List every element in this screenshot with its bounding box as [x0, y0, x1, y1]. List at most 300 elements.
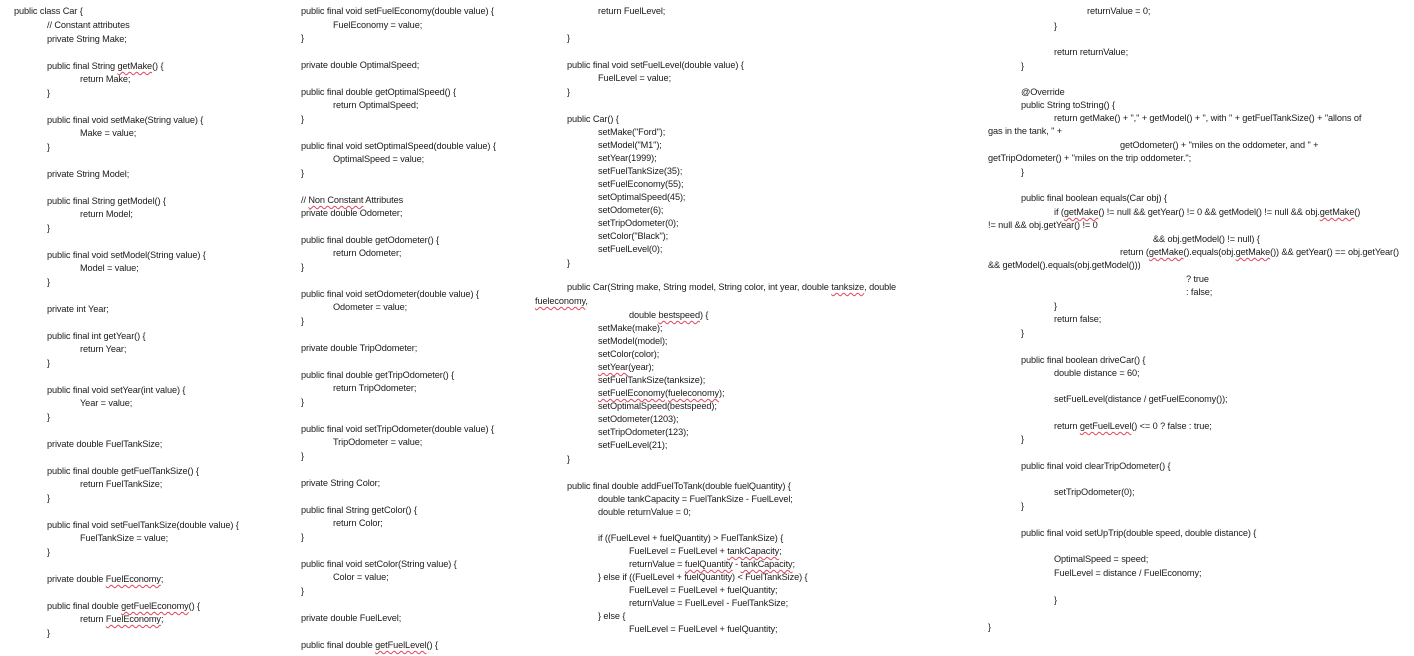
- code-text: return Color;: [333, 518, 383, 528]
- code-line: [301, 316, 304, 327]
- code-text: double returnValue = 0;: [598, 507, 691, 517]
- code-text: public final void setModel(String value) {: [47, 250, 206, 260]
- code-line: [301, 114, 304, 125]
- code-line: [567, 454, 570, 465]
- code-line: [629, 598, 788, 609]
- code-line: [333, 383, 416, 394]
- code-line: [598, 401, 717, 412]
- code-line: [301, 33, 304, 44]
- code-line: [1054, 394, 1228, 405]
- code-line: [1021, 87, 1065, 98]
- code-line: [598, 375, 705, 386]
- code-text: }: [301, 586, 304, 596]
- code-text: setMake(make);: [598, 323, 663, 333]
- code-line: [598, 127, 665, 138]
- spellcheck-flagged-token: FuelEconomy: [105, 574, 161, 584]
- code-text: // Constant attributes: [47, 20, 130, 30]
- spellcheck-flagged-token: fuelQuantity: [684, 559, 733, 569]
- code-line: [1054, 421, 1212, 432]
- code-line: [47, 61, 163, 72]
- code-line: [80, 128, 136, 139]
- code-line: [598, 349, 659, 360]
- code-text: public Car() {: [567, 114, 619, 124]
- code-text: ,: [585, 296, 588, 306]
- spellcheck-flagged-token: getFuelEconomy: [121, 601, 189, 611]
- code-line: [567, 258, 570, 269]
- code-text: }: [567, 454, 570, 464]
- code-text: Odometer = value;: [333, 302, 408, 312]
- code-line: [301, 195, 403, 206]
- code-text: setFuelTankSize(35);: [598, 166, 683, 176]
- code-text: return TripOdometer;: [333, 383, 417, 393]
- code-text: public final void setMake(String value) {: [47, 115, 204, 125]
- code-line: [598, 572, 808, 583]
- code-text: FuelLevel = FuelLevel + fuelQuantity;: [629, 624, 778, 634]
- code-line: [598, 507, 691, 518]
- code-line: [1021, 461, 1170, 472]
- code-line: [301, 640, 438, 651]
- code-text: return getMake() + "," + getModel() + ", with " + getFuelTankSize() + "allons of: [1054, 113, 1362, 123]
- code-line: [598, 611, 625, 622]
- code-text: public final double addFuelToTank(double fuelQuantity) {: [567, 481, 791, 491]
- spellcheck-flagged-token: getMake: [1319, 207, 1355, 217]
- code-text: }: [1021, 501, 1024, 511]
- code-text: private String Color;: [301, 478, 381, 488]
- code-line: [301, 60, 419, 71]
- code-line: [333, 437, 422, 448]
- code-line: [301, 289, 479, 300]
- code-line: [47, 331, 146, 342]
- spellcheck-flagged-token: tankCapacity: [727, 546, 780, 556]
- spellcheck-flagged-token: fueleconomy: [668, 388, 719, 398]
- code-text: FuelLevel = FuelLevel +: [629, 546, 728, 556]
- code-text: }: [301, 316, 304, 326]
- code-text: public final void setOptimalSpeed(double value) {: [301, 141, 496, 151]
- code-text: double: [629, 310, 659, 320]
- code-line: [14, 6, 83, 17]
- code-line: [1021, 193, 1167, 204]
- code-text: () {: [152, 61, 164, 71]
- code-text: setTripOdometer(123);: [598, 427, 689, 437]
- code-text: public final void setFuelLevel(double value) {: [567, 60, 744, 70]
- code-text: () <= 0 ? false : true;: [1131, 421, 1212, 431]
- code-text: return (: [1120, 247, 1149, 257]
- code-line: [1054, 207, 1360, 218]
- code-text: private int Year;: [47, 304, 109, 314]
- code-text: != null && obj.getYear() != 0: [988, 220, 1098, 230]
- code-line: [598, 388, 724, 399]
- code-line: [333, 302, 407, 313]
- code-line: [598, 362, 654, 373]
- code-text: return returnValue;: [1054, 47, 1129, 57]
- code-text: ().equals(obj.: [1183, 247, 1236, 257]
- code-text: double tankCapacity = FuelTankSize - FuelLevel;: [598, 494, 793, 504]
- code-line: [47, 34, 127, 45]
- code-line: [80, 398, 132, 409]
- code-line: [80, 74, 130, 85]
- code-text: public final int getYear() {: [47, 331, 146, 341]
- code-text: public final String getModel() {: [47, 196, 166, 206]
- code-line: [301, 478, 380, 489]
- code-line: [333, 248, 401, 259]
- code-text: }: [567, 87, 570, 97]
- code-line: [47, 493, 50, 504]
- code-line: [1021, 434, 1024, 445]
- code-text: setColor(color);: [598, 349, 660, 359]
- spellcheck-flagged-token: FuelEconomy: [105, 614, 161, 624]
- code-line: [47, 601, 200, 612]
- code-line: [598, 440, 667, 451]
- code-text: }: [301, 33, 304, 43]
- code-line: [598, 218, 678, 229]
- code-line: [333, 100, 418, 111]
- code-line: [47, 196, 166, 207]
- code-text: public final double: [47, 601, 122, 611]
- code-text: ? true: [1186, 274, 1209, 284]
- code-text: double distance = 60;: [1054, 368, 1140, 378]
- code-line: [598, 153, 657, 164]
- code-text: public final void setTripOdometer(double value) {: [301, 424, 494, 434]
- spellcheck-flagged-token: getMake: [117, 61, 153, 71]
- spellcheck-flagged-token: getMake: [1235, 247, 1271, 257]
- code-line: [47, 142, 50, 153]
- code-panel-3: [535, 0, 985, 656]
- code-text: Attributes: [363, 195, 404, 205]
- code-line: [1021, 328, 1024, 339]
- code-line: [333, 154, 424, 165]
- code-text: }: [47, 412, 50, 422]
- code-text: public final void setFuelEconomy(double value) {: [301, 6, 494, 16]
- code-line: [80, 614, 163, 625]
- code-text: }: [47, 358, 50, 368]
- code-text: setOdometer(6);: [598, 205, 664, 215]
- code-text: }: [47, 493, 50, 503]
- code-line: [567, 114, 619, 125]
- code-line: [301, 370, 454, 381]
- code-text: setModel("M1");: [598, 140, 662, 150]
- code-text: setOdometer(1203);: [598, 414, 679, 424]
- code-text: , double: [864, 282, 897, 292]
- code-text: && getModel().equals(obj.getModel())): [988, 260, 1141, 270]
- code-line: [988, 260, 1141, 271]
- code-text: OptimalSpeed = speed;: [1054, 554, 1149, 564]
- code-line: [47, 466, 199, 477]
- code-text: } else if ((FuelLevel + fuelQuantity) < FuelTankSize) {: [598, 572, 808, 582]
- code-line: [333, 518, 383, 529]
- code-line: [1021, 355, 1145, 366]
- code-line: [598, 494, 793, 505]
- code-line: [1186, 287, 1212, 298]
- code-text: public final double getTripOdometer() {: [301, 370, 455, 380]
- code-text: private double TripOdometer;: [301, 343, 418, 353]
- code-text: private double FuelLevel;: [301, 613, 402, 623]
- code-text: public String toString() {: [1021, 100, 1115, 110]
- code-text: setFuelLevel(0);: [598, 244, 663, 254]
- code-text: (): [1354, 207, 1361, 217]
- code-text: public final void clearTripOdometer() {: [1021, 461, 1171, 471]
- code-text: return Model;: [80, 209, 133, 219]
- spellcheck-flagged-token: getFuelLevel: [375, 640, 427, 650]
- code-text: return Make;: [80, 74, 131, 84]
- code-line: [1021, 61, 1024, 72]
- code-text: private String Model;: [47, 169, 130, 179]
- code-text: returnValue = 0;: [1087, 6, 1151, 16]
- code-line: [47, 520, 239, 531]
- code-line: [301, 532, 304, 543]
- code-text: private double Odometer;: [301, 208, 403, 218]
- code-text: returnValue =: [629, 559, 685, 569]
- code-text: ) {: [699, 310, 709, 320]
- code-line: [301, 586, 304, 597]
- code-line: [47, 304, 109, 315]
- code-text: }: [301, 262, 304, 272]
- code-line: [47, 169, 129, 180]
- spellcheck-flagged-token: tanksize: [831, 282, 865, 292]
- code-text: FuelLevel = FuelLevel + fuelQuantity;: [629, 585, 778, 595]
- spellcheck-flagged-token: getFuelLevel: [1079, 421, 1132, 431]
- spellcheck-flagged-token: getMake: [1148, 247, 1184, 257]
- code-line: [1054, 554, 1148, 565]
- code-line: [1021, 501, 1024, 512]
- code-line: [1120, 140, 1318, 151]
- spellcheck-flagged-token: bestspeed: [658, 310, 700, 320]
- code-text: public final double: [301, 640, 376, 650]
- code-text: setFuelEconomy(55);: [598, 179, 684, 189]
- code-text: public final double getOptimalSpeed() {: [301, 87, 456, 97]
- spellcheck-flagged-token: fueleconomy: [535, 296, 586, 306]
- code-text: }: [47, 277, 50, 287]
- code-text: setYear(1999);: [598, 153, 657, 163]
- code-panel-2: [285, 0, 535, 656]
- code-text: }: [301, 451, 304, 461]
- code-line: [1054, 568, 1201, 579]
- code-text: public final void setFuelTankSize(double value) {: [47, 520, 239, 530]
- code-line: [567, 481, 791, 492]
- code-text: public final String: [47, 61, 118, 71]
- code-line: [1120, 247, 1399, 258]
- code-line: [301, 262, 304, 273]
- code-line: [567, 60, 744, 71]
- code-text: }: [301, 114, 304, 124]
- code-text: (year);: [628, 362, 654, 372]
- code-line: [598, 244, 662, 255]
- code-line: [301, 208, 402, 219]
- code-text: FuelLevel = value;: [598, 73, 672, 83]
- code-text: getTripOdometer() + "miles on the trip oddometer.";: [988, 153, 1192, 163]
- code-line: [629, 559, 795, 570]
- code-line: [1087, 6, 1150, 17]
- code-line: [598, 192, 685, 203]
- code-text: Year = value;: [80, 398, 133, 408]
- spellcheck-flagged-token: Non Constant: [308, 195, 364, 205]
- code-text: }: [301, 397, 304, 407]
- code-line: [598, 323, 662, 334]
- code-text: }: [1021, 167, 1024, 177]
- code-text: return: [1054, 421, 1080, 431]
- code-line: [47, 574, 163, 585]
- code-line: [1021, 528, 1256, 539]
- code-text: }: [1054, 595, 1057, 605]
- code-line: [567, 282, 896, 293]
- code-text: return FuelTankSize;: [80, 479, 163, 489]
- code-text: public final void setColor(String value) {: [301, 559, 457, 569]
- code-text: -: [732, 559, 741, 569]
- code-line: [1054, 301, 1057, 312]
- spellcheck-flagged-token: getMake: [1063, 207, 1099, 217]
- code-text: public class Car {: [14, 6, 83, 16]
- code-line: [1054, 368, 1140, 379]
- code-line: [47, 20, 130, 31]
- code-line: [1054, 314, 1101, 325]
- code-text: TripOdometer = value;: [333, 437, 423, 447]
- code-text: return false;: [1054, 314, 1102, 324]
- code-text: setOptimalSpeed(45);: [598, 192, 686, 202]
- code-text: //: [301, 195, 309, 205]
- code-text: }: [301, 532, 304, 542]
- code-line: [301, 6, 494, 17]
- code-text: return Odometer;: [333, 248, 402, 258]
- code-text: public Car(String make, String model, String color, int year, double: [567, 282, 832, 292]
- code-line: [629, 310, 708, 321]
- code-line: [1054, 487, 1134, 498]
- code-text: public final String getColor() {: [301, 505, 417, 515]
- code-line: [301, 397, 304, 408]
- code-line: [47, 250, 206, 261]
- code-text: setTripOdometer(0);: [598, 218, 679, 228]
- code-text: }: [1021, 61, 1024, 71]
- code-text: return FuelLevel;: [598, 6, 666, 16]
- code-line: [301, 451, 304, 462]
- code-line: [598, 6, 665, 17]
- code-line: [301, 559, 457, 570]
- spellcheck-flagged-token: setFuelEconomy: [598, 388, 666, 398]
- code-line: [535, 296, 588, 307]
- code-line: [333, 20, 422, 31]
- code-text: setFuelLevel(distance / getFuelEconomy());: [1054, 394, 1228, 404]
- code-line: [301, 141, 496, 152]
- code-line: [1054, 21, 1057, 32]
- code-line: [1021, 100, 1115, 111]
- code-line: [47, 88, 50, 99]
- code-line: [598, 179, 683, 190]
- code-line: [629, 585, 778, 596]
- code-line: [1054, 113, 1361, 124]
- spellcheck-flagged-token: tankCapacity: [740, 559, 793, 569]
- code-text: && obj.getModel() != null) {: [1153, 234, 1260, 244]
- code-line: [598, 166, 682, 177]
- code-line: [47, 439, 162, 450]
- code-text: }: [47, 88, 50, 98]
- code-line: [80, 263, 139, 274]
- code-text: setColor("Black");: [598, 231, 669, 241]
- code-text: FuelLevel = distance / FuelEconomy;: [1054, 568, 1202, 578]
- code-text: () {: [426, 640, 438, 650]
- code-text: () {: [188, 601, 200, 611]
- code-text: ;: [779, 546, 782, 556]
- code-text: private double: [47, 574, 106, 584]
- code-line: [47, 358, 50, 369]
- code-line: [598, 205, 663, 216]
- code-line: [1054, 47, 1128, 58]
- code-line: [47, 547, 50, 558]
- code-line: [629, 546, 782, 557]
- code-text: public final double getOdometer() {: [301, 235, 439, 245]
- code-text: FuelTankSize = value;: [80, 533, 169, 543]
- code-text: private double OptimalSpeed;: [301, 60, 420, 70]
- code-line: [1153, 234, 1260, 245]
- code-text: public final double getFuelTankSize() {: [47, 466, 199, 476]
- code-text: }: [47, 628, 50, 638]
- code-text: if ((FuelLevel + fuelQuantity) > FuelTankSize) {: [598, 533, 784, 543]
- code-text: }: [1054, 301, 1057, 311]
- code-text: ;: [160, 574, 164, 584]
- code-text: ;: [792, 559, 795, 569]
- code-text: }: [988, 622, 991, 632]
- code-line: [598, 231, 668, 242]
- code-text: }: [301, 168, 304, 178]
- code-text: (: [665, 388, 668, 398]
- code-text: private double FuelTankSize;: [47, 439, 163, 449]
- code-text: public final void setUpTrip(double speed, double distance) {: [1021, 528, 1257, 538]
- code-text: setFuelLevel(21);: [598, 440, 668, 450]
- code-text: return: [80, 614, 106, 624]
- code-text: }: [1021, 328, 1024, 338]
- code-text: setTripOdometer(0);: [1054, 487, 1135, 497]
- code-text: }: [567, 258, 570, 268]
- code-line: [301, 87, 456, 98]
- code-line: [301, 168, 304, 179]
- code-line: [47, 223, 50, 234]
- code-text: ()) && getYear() == obj.getYear(): [1270, 247, 1399, 257]
- code-line: [988, 153, 1191, 164]
- code-line: [301, 343, 417, 354]
- code-text: }: [47, 223, 50, 233]
- code-line: [988, 622, 991, 633]
- code-line: [988, 126, 1062, 137]
- code-line: [47, 412, 50, 423]
- spellcheck-flagged-token: setYear: [598, 362, 629, 372]
- code-line: [598, 73, 671, 84]
- code-text: setOptimalSpeed(bestspeed);: [598, 401, 717, 411]
- code-line: [1054, 595, 1057, 606]
- code-text: Color = value;: [333, 572, 389, 582]
- code-line: [1186, 274, 1209, 285]
- code-line: [567, 33, 570, 44]
- code-text: public final boolean driveCar() {: [1021, 355, 1146, 365]
- code-line: [598, 140, 662, 151]
- code-text: setModel(model);: [598, 336, 668, 346]
- code-text: setFuelTankSize(tanksize);: [598, 375, 706, 385]
- code-line: [301, 613, 401, 624]
- code-line: [80, 533, 168, 544]
- code-text: OptimalSpeed = value;: [333, 154, 425, 164]
- code-line: [47, 385, 185, 396]
- code-text: if (: [1054, 207, 1064, 217]
- code-line: [598, 414, 678, 425]
- code-line: [598, 336, 667, 347]
- code-line: [301, 235, 439, 246]
- code-text: return OptimalSpeed;: [333, 100, 419, 110]
- code-line: [80, 479, 162, 490]
- code-line: [598, 427, 689, 438]
- code-line: [988, 220, 1098, 231]
- code-text: );: [719, 388, 725, 398]
- code-line: [47, 115, 203, 126]
- code-text: getOdometer() + "miles on the oddometer, and " +: [1120, 140, 1319, 150]
- code-text: return Year;: [80, 344, 127, 354]
- code-line: [80, 344, 126, 355]
- code-text: }: [47, 547, 50, 557]
